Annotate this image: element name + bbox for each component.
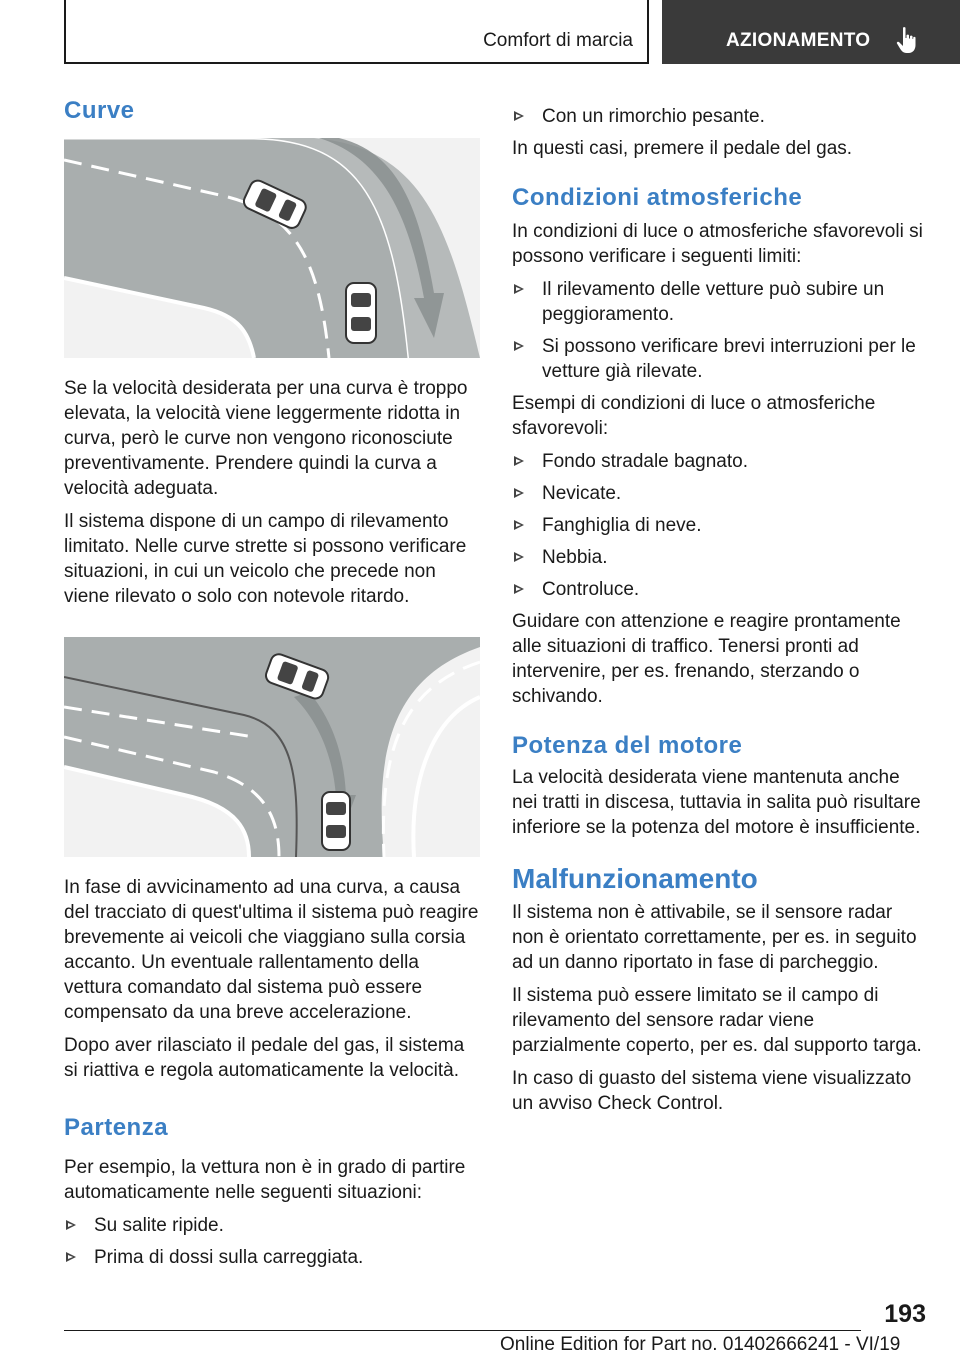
list-item: Si possono verificare brevi interruzioni per le vetture già rilevate. (512, 334, 928, 384)
triangle-bullet-icon (514, 111, 524, 121)
triangle-bullet-icon (514, 456, 524, 466)
triangle-bullet-icon (514, 284, 524, 294)
triangle-bullet-icon (514, 341, 524, 351)
triangle-bullet-icon (66, 1252, 76, 1262)
pointing-hand-icon (896, 26, 918, 54)
section-title: Comfort di marcia (483, 30, 633, 51)
page-header (0, 0, 960, 66)
heading-malfunzionamento: Malfunzionamento (512, 863, 758, 894)
triangle-bullet-icon (514, 520, 524, 530)
atmo-paragraph-2: Esempi di condizioni di luce o atmosferiche sfavorevoli: (512, 393, 876, 439)
heading-partenza: Partenza (64, 1114, 169, 1141)
triangle-bullet-icon (66, 1220, 76, 1230)
triangle-bullet-icon (514, 488, 524, 498)
partenza-list-continued (512, 104, 928, 129)
list-item: Controluce. (512, 577, 928, 602)
curve-paragraph-4: Dopo aver rilasciato il pedale del gas, il sistema si riattiva e regola automaticamente la velocità. (64, 1035, 465, 1081)
malf-paragraph-3: In caso di guasto del sistema viene visualizzato un avviso Check Control. (512, 1068, 912, 1114)
chapter-tab[interactable] (662, 0, 960, 64)
footer-divider (64, 1330, 861, 1331)
partenza-paragraph-2: In questi casi, premere il pedale del gas. (512, 138, 853, 159)
curve-illustration-2 (64, 637, 480, 857)
list-item: Su salite ripide. (64, 1213, 480, 1238)
heading-curve: Curve (64, 97, 135, 124)
atmo-paragraph-1: In condizioni di luce o atmosferiche sfavorevoli si possono verificare i seguenti limiti: (512, 221, 923, 267)
malf-paragraph-2: Il sistema può essere limitato se il campo di rilevamento del sensore radar viene parzialmente coperto, per es. dal supporto targa. (512, 985, 922, 1056)
curve-paragraph-1: Se la velocità desiderata per una curva è troppo elevata, la velocità viene leggermente ridotta in curva, però le curve non vengono riconosciute preventivamente. Prendere quindi la curva a velocità adeguata. (64, 378, 468, 499)
list-item: Prima di dossi sulla carreggiata. (64, 1245, 480, 1270)
right-column (512, 104, 928, 1124)
curve-illustration-1 (64, 138, 480, 358)
atmo-paragraph-3: Guidare con attenzione e reagire prontamente alle situazioni di traffico. Tenersi pronti ad intervenire, per es. frenando, sterzando o schivando. (512, 611, 901, 707)
list-item: Fanghiglia di neve. (512, 513, 928, 538)
heading-potenza-motore: Potenza del motore (512, 732, 743, 759)
atmo-examples-list (512, 449, 928, 602)
page-number: 193 (884, 1300, 926, 1328)
heading-condizioni-atmosferiche: Condizioni atmosferiche (512, 184, 803, 211)
partenza-list (64, 1213, 480, 1270)
list-item: Fondo stradale bagnato. (512, 449, 928, 474)
chapter-title: AZIONAMENTO (726, 30, 871, 51)
section-tab[interactable] (64, 0, 649, 64)
curve-paragraph-2: Il sistema dispone di un campo di rilevamento limitato. Nelle curve strette si possono verificare situazioni, in cui un veicolo che precede non viene rilevato o solo con notevole ritardo. (64, 511, 467, 607)
malf-paragraph-1: Il sistema non è attivabile, se il sensore radar non è orientato correttamente, per es. in seguito ad un danno riportato in fase di parcheggio. (512, 902, 917, 973)
triangle-bullet-icon (514, 552, 524, 562)
partenza-paragraph-1: Per esempio, la vettura non è in grado di partire automaticamente nelle seguenti situazioni: (64, 1157, 466, 1203)
triangle-bullet-icon (514, 584, 524, 594)
edition-info: Online Edition for Part no. 01402666241 - VI/19 (500, 1334, 901, 1355)
list-item: Nebbia. (512, 545, 928, 570)
left-column (64, 96, 480, 1277)
list-item: Il rilevamento delle vetture può subire un peggioramento. (512, 277, 928, 327)
motore-paragraph-1: La velocità desiderata viene mantenuta anche nei tratti in discesa, tuttavia in salita può risultare inferiore se la potenza del motore è insufficiente. (512, 767, 921, 838)
list-item: Nevicate. (512, 481, 928, 506)
list-item: Con un rimorchio pesante. (512, 104, 928, 129)
atmo-limits-list (512, 277, 928, 384)
curve-paragraph-3: In fase di avvicinamento ad una curva, a causa del tracciato di quest'ultima il sistema può reagire brevemente ai veicoli che viaggiano sulla corsia accanto. Un eventuale rallentamento della vettura comandato dal sistema può essere compensato da una breve accelerazione. (64, 877, 479, 1023)
